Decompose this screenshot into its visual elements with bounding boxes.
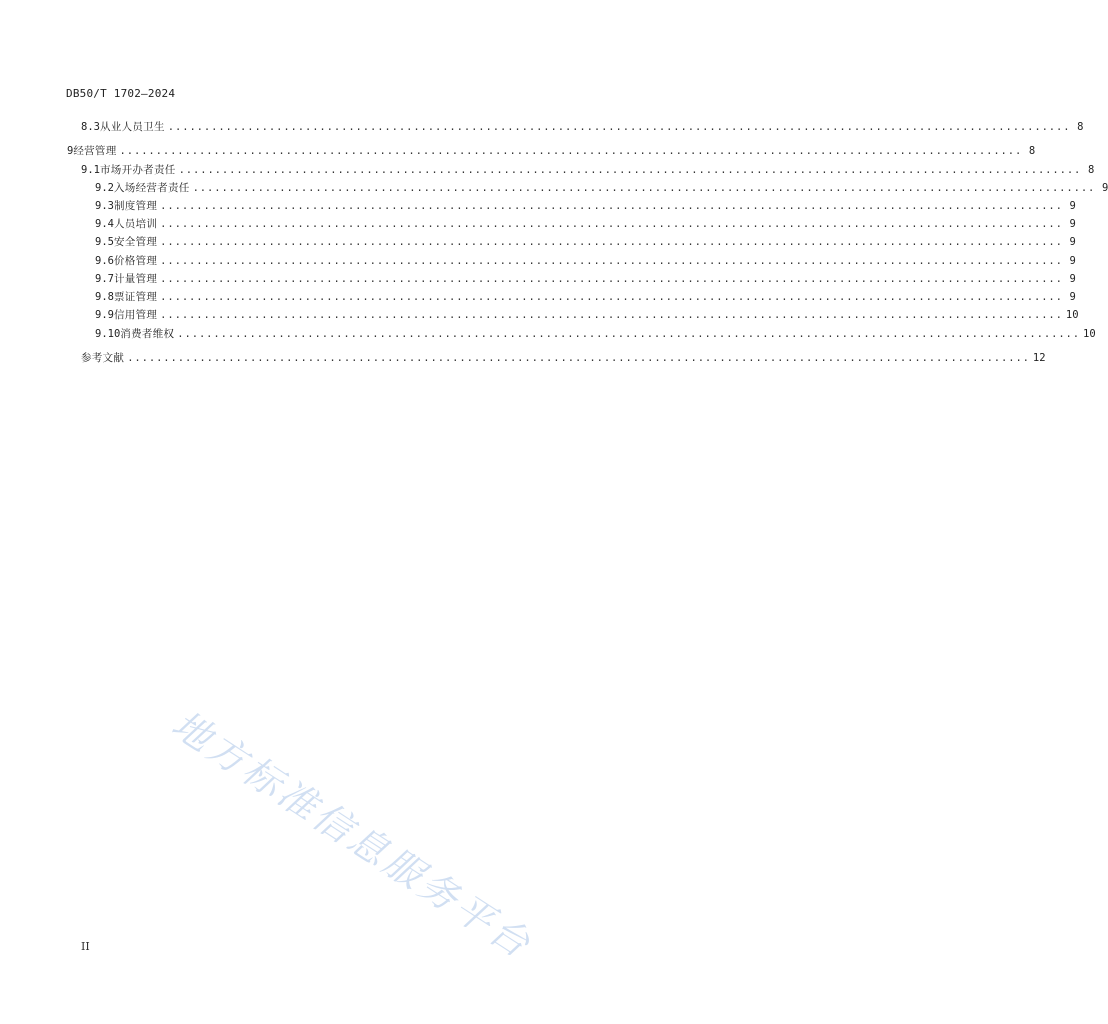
toc-entry-label: 参考文献 (81, 352, 125, 364)
toc-entry-label: 入场经营者责任 (113, 182, 190, 194)
toc-entry-number: 8.3 (81, 121, 100, 133)
toc-entry-label: 消费者维权 (120, 328, 175, 340)
toc-entry-references[interactable] (81, 349, 1046, 367)
page-number-footer: II (81, 940, 90, 953)
toc-entry-page: 8 (1028, 145, 1036, 157)
toc-entry-8-3[interactable] (81, 118, 1084, 136)
watermark-text: 地方标准信息服务平台 (164, 701, 541, 968)
toc-entry-9-2[interactable] (95, 179, 1108, 197)
toc-entry-number: 9.7 (95, 273, 114, 285)
toc-entry-label: 价格管理 (113, 255, 158, 267)
toc-entry-9-9[interactable] (95, 306, 1079, 324)
toc-entry-page: 9 (1069, 236, 1076, 248)
toc-entry-number: 9 (67, 145, 74, 157)
toc-entry-label: 信用管理 (113, 309, 158, 321)
toc-leader-dots: ............................................................................................................................. (178, 164, 1082, 176)
toc-leader-dots: ............................................................................................................................. (160, 273, 1063, 285)
toc-entry-number: 9.6 (95, 255, 114, 267)
toc-entry-9-10[interactable] (95, 325, 1096, 343)
toc-entry-9-3[interactable] (95, 197, 1076, 215)
toc-entry-number: 9.1 (81, 164, 100, 176)
toc-entry-page: 8 (1077, 121, 1084, 133)
toc-leader-dots: ............................................................................................................................. (160, 218, 1063, 230)
toc-entry-label: 票证管理 (113, 291, 158, 303)
toc-entry-page: 9 (1069, 291, 1076, 303)
toc-leader-dots: ............................................................................................................................. (160, 255, 1063, 267)
toc-leader-dots: ............................................................................................................................. (192, 182, 1096, 194)
toc-entry-label: 安全管理 (113, 236, 158, 248)
toc-entry-page: 10 (1065, 309, 1079, 321)
toc-leader-dots: ............................................................................................................................. (127, 352, 1030, 364)
toc-entry-number: 9.8 (95, 291, 114, 303)
toc-entry-9-1[interactable] (81, 161, 1095, 179)
toc-entry-page: 9 (1101, 182, 1108, 194)
toc-leader-dots: ............................................................................................................................. (177, 328, 1080, 340)
toc-entry-label: 制度管理 (113, 200, 158, 212)
toc-leader-dots: ............................................................................................................................. (160, 200, 1063, 212)
toc-entry-page: 9 (1069, 273, 1076, 285)
toc-entry-9-8[interactable] (95, 288, 1076, 306)
toc-entry-label: 计量管理 (113, 273, 158, 285)
toc-leader-dots: ............................................................................................................................. (119, 145, 1023, 157)
toc-leader-dots: ............................................................................................................................. (160, 236, 1063, 248)
toc-entry-page: 9 (1069, 200, 1076, 212)
toc-leader-dots: ............................................................................................................................. (160, 309, 1063, 321)
toc-entry-9-4[interactable] (95, 215, 1076, 233)
toc-entry-page: 9 (1069, 255, 1076, 267)
toc-entry-page: 8 (1087, 164, 1095, 176)
toc-entry-label: 市场开办者责任 (99, 164, 176, 176)
toc-entry-number: 9.4 (95, 218, 114, 230)
toc-entry-page: 10 (1083, 328, 1096, 340)
document-code-header: DB50/T 1702—2024 (66, 87, 176, 100)
toc-entry-number: 9.2 (95, 182, 114, 194)
toc-entry-number: 9.5 (95, 236, 114, 248)
toc-entry-number: 9.3 (95, 200, 114, 212)
toc-leader-dots: ............................................................................................................................. (167, 121, 1071, 133)
toc-entry-page: 12 (1032, 352, 1046, 364)
toc-entry-label: 人员培训 (113, 218, 158, 230)
toc-entry-page: 9 (1069, 218, 1076, 230)
toc-entry-9-6[interactable] (95, 252, 1076, 270)
toc-entry-label: 从业人员卫生 (99, 121, 165, 133)
toc-entry-number: 9.9 (95, 309, 114, 321)
toc-entry-9-7[interactable] (95, 270, 1076, 288)
toc-entry-9[interactable] (67, 142, 1036, 160)
toc-leader-dots: ............................................................................................................................. (160, 291, 1063, 303)
toc-entry-9-5[interactable] (95, 233, 1076, 251)
toc-entry-label: 经营管理 (73, 145, 117, 157)
toc-entry-number: 9.10 (95, 328, 121, 340)
